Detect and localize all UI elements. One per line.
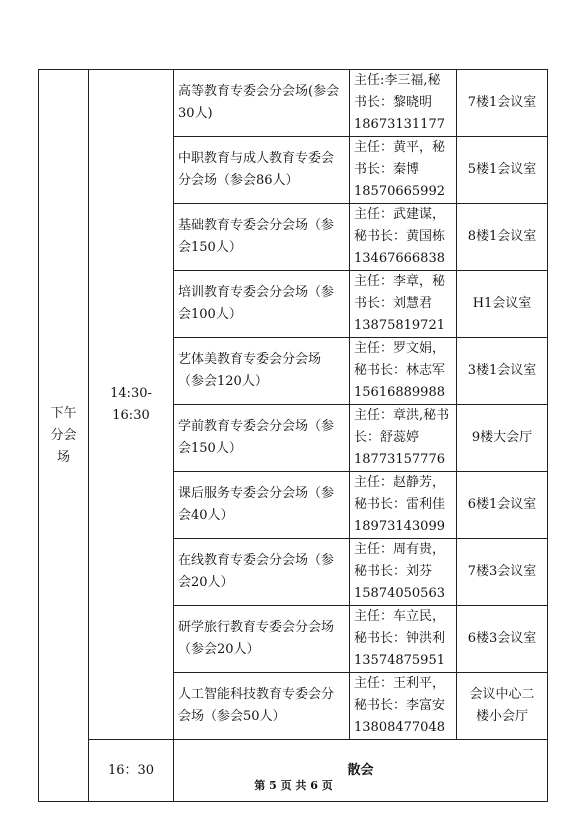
room-name: 9楼大会厅 [457, 405, 548, 472]
officers-line: 13574875951 [354, 653, 445, 668]
officers-cell [350, 271, 457, 338]
venue-name: 艺体美教育专委会分会场（参会120人） [174, 338, 350, 405]
period-label-line: 场 [56, 449, 70, 465]
room-name-line: 会议中心二 [469, 687, 535, 702]
period-label-line: 分会 [50, 427, 77, 443]
officers-line: 书长：秦博 [354, 162, 420, 177]
officers-line: 13467666838 [354, 251, 445, 266]
venue-name: 课后服务专委会分会场（参会40人） [174, 472, 350, 539]
officers-cell [350, 70, 457, 137]
officers-line: 13808477048 [354, 720, 445, 735]
officers-line: 书长：刘慧君 [354, 296, 433, 311]
room-name: H1会议室 [457, 271, 548, 338]
officers-line: 秘书长：钟洪利 [354, 631, 446, 646]
officers-cell [350, 673, 457, 740]
officers-line: 秘书长：黄国栋 [354, 229, 446, 244]
period-label [39, 70, 89, 802]
venue-name: 高等教育专委会分会场(参会30人) [174, 70, 350, 137]
officers-line: 18673131177 [354, 117, 445, 132]
officers-line: 书长：黎晓明 [354, 95, 433, 110]
officers-cell [350, 338, 457, 405]
session-row [39, 70, 548, 137]
officers-line: 主任：王利平， [354, 676, 446, 691]
officers-line: 秘书长：刘芬 [354, 564, 433, 579]
officers-line: 主任：赵静芳， [354, 475, 446, 490]
venue-name: 中职教育与成人教育专委会分会场（参会86人） [174, 137, 350, 204]
room-name: 3楼1会议室 [457, 338, 548, 405]
officers-line: 主任：黄平，秘 [354, 140, 446, 155]
room-name: 7楼3会议室 [457, 539, 548, 606]
officers-line: 18973143099 [354, 519, 445, 534]
officers-line: 长：舒蕊婷 [354, 430, 420, 445]
venue-name: 在线教育专委会分会场（参会20人） [174, 539, 350, 606]
officers-cell [350, 606, 457, 673]
room-name: 7楼1会议室 [457, 70, 548, 137]
officers-line: 15874050563 [354, 586, 445, 601]
session-time: 14:30-16:30 [89, 70, 174, 740]
officers-line: 13875819721 [354, 318, 445, 333]
room-name-line: 楼小会厅 [475, 709, 528, 724]
period-label-line: 下午 [50, 405, 77, 421]
officers-cell [350, 472, 457, 539]
venue-name: 研学旅行教育专委会分会场（参会20人） [174, 606, 350, 673]
officers-line: 主任：李章，秘 [354, 274, 446, 289]
officers-line: 秘书长：雷利佳 [354, 497, 446, 512]
officers-line: 18570665992 [354, 184, 445, 199]
officers-line: 主任：章洪,秘书 [354, 408, 450, 423]
closing-label: 散会 [174, 740, 548, 802]
venue-name: 培训教育专委会分会场（参会100人） [174, 271, 350, 338]
room-name: 6楼1会议室 [457, 472, 548, 539]
officers-line: 15616889988 [354, 385, 445, 400]
schedule-body [39, 70, 548, 802]
officers-line: 秘书长：李富安 [354, 698, 446, 713]
schedule-table [38, 69, 548, 802]
officers-line: 主任：武建谋， [354, 207, 446, 222]
room-name: 6楼3会议室 [457, 606, 548, 673]
officers-cell [350, 204, 457, 271]
venue-name: 基础教育专委会分会场（参会150人） [174, 204, 350, 271]
closing-time: 16：30 [89, 740, 174, 802]
page-footer: 第 5 页 共 6 页 [254, 779, 333, 792]
officers-line: 主任:李三福,秘 [354, 73, 441, 88]
venue-name: 人工智能科技教育专委会分会场（参会50人） [174, 673, 350, 740]
room-name [457, 673, 548, 740]
officers-line: 18773157776 [354, 452, 445, 467]
venue-name: 学前教育专委会分会场（参会150人） [174, 405, 350, 472]
officers-cell [350, 539, 457, 606]
room-name: 8楼1会议室 [457, 204, 548, 271]
officers-line: 秘书长：林志军 [354, 363, 446, 378]
officers-cell [350, 405, 457, 472]
room-name: 5楼1会议室 [457, 137, 548, 204]
officers-line: 主任：周有贵， [354, 542, 446, 557]
officers-line: 主任：罗文娟， [354, 341, 446, 356]
officers-line: 主任：车立民， [354, 609, 446, 624]
officers-cell [350, 137, 457, 204]
